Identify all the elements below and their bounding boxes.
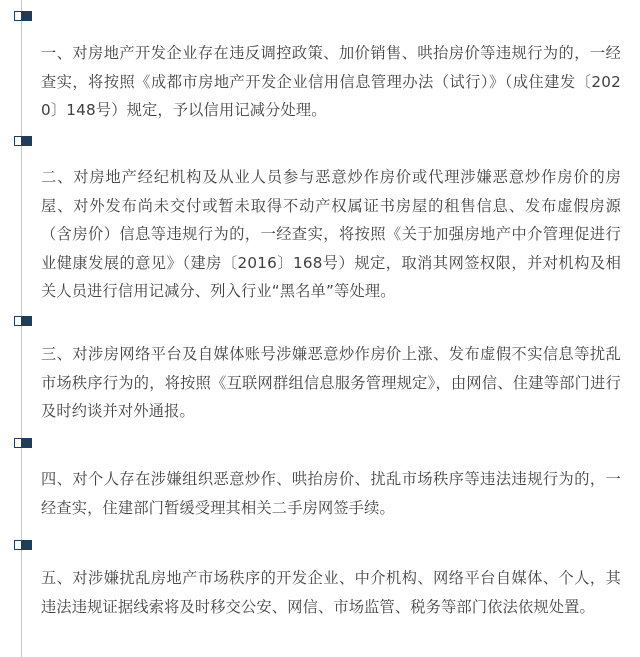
section-5-text: 五、对涉嫌扰乱房地产市场秩序的开发企业、中介机构、网络平台自媒体、个人，其违法违规证据线索将及时移交公安、网信、市场监管、税务等部门依法依规处置。	[41, 569, 621, 616]
section-marker-icon	[14, 540, 32, 550]
section-marker-icon	[14, 438, 32, 448]
section-1-text: 一、对房地产开发企业存在违反调控政策、加价销售、哄抬房价等违规行为的，一经查实，将按照《成都市房地产开发企业信用信息管理办法（试行）》（成住建发〔2020〕148号）规定，予以信用记减分处理。	[41, 44, 621, 119]
section-2-text: 二、对房地产经纪机构及从业人员参与恶意炒作房价或代理涉嫌恶意炒作房价的房屋、对外发布尚未交付或暂未取得不动产权属证书房屋的租售信息、发布虚假房源（含房价）信息等违规行为的，一经查实，将按照《关于加强房地产中介管理促进行业健康发展的意见》（建房〔2016〕168号）规定，取消其网签权限，并对机构及相关人员进行信用记减分、列入行业“黑名单”等处理。	[41, 168, 621, 300]
section-marker-icon	[14, 136, 32, 146]
section-marker-icon	[14, 11, 32, 21]
marker-hollow-square	[14, 11, 22, 21]
section-3-text: 三、对涉房网络平台及自媒体账号涉嫌恶意炒作房价上涨、发布虚假不实信息等扰乱市场秩序行为的，将按照《互联网群组信息服务管理规定》，由网信、住建等部门进行及时约谈并对外通报。	[41, 345, 621, 420]
marker-hollow-square	[14, 316, 22, 326]
marker-solid-square	[22, 540, 32, 550]
marker-solid-square	[22, 136, 32, 146]
section-4-text: 四、对个人存在涉嫌组织恶意炒作、哄抬房价、扰乱市场秩序等违法违规行为的，一经查实，住建部门暂缓受理其相关二手房网签手续。	[41, 470, 621, 517]
marker-solid-square	[22, 11, 32, 21]
marker-hollow-square	[14, 136, 22, 146]
marker-hollow-square	[14, 438, 22, 448]
marker-hollow-square	[14, 540, 22, 550]
marker-solid-square	[22, 316, 32, 326]
marker-solid-square	[22, 438, 32, 448]
timeline-rail	[21, 0, 22, 657]
section-marker-icon	[14, 316, 32, 326]
